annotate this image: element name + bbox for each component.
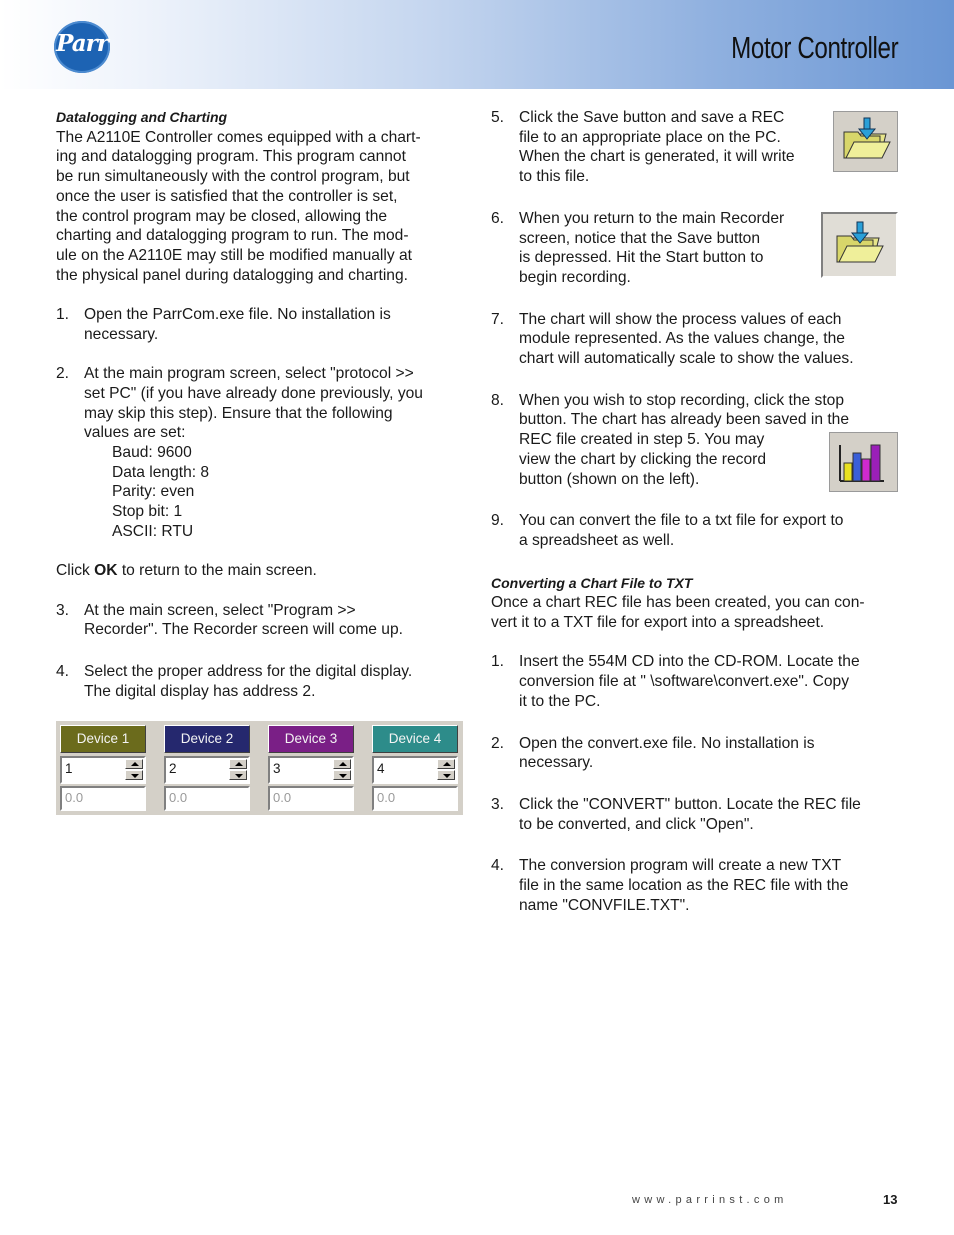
step-line: Click the Save button and save a REC: [519, 109, 785, 126]
save-folder-pressed-icon[interactable]: [821, 212, 898, 278]
step-1: [56, 305, 466, 344]
section-heading-converting: Converting a Chart File to TXT: [491, 574, 693, 591]
step-4: [56, 662, 466, 701]
reading-value: 0.0: [169, 790, 188, 805]
intro-line: be run simultaneously with the control program, but: [56, 168, 410, 186]
spin-down-icon[interactable]: [229, 770, 247, 780]
stepper-value: 3: [273, 761, 281, 776]
step-line: a spreadsheet as well.: [519, 531, 675, 549]
bar-chart-icon[interactable]: [829, 432, 898, 492]
spin-up-icon[interactable]: [125, 759, 143, 769]
spin-up-icon[interactable]: [229, 759, 247, 769]
step-number: 1.: [56, 306, 70, 324]
parr-logo: [54, 21, 110, 73]
step-line: is depressed. Hit the Start button to: [519, 249, 764, 267]
intro-line: Once a chart REC file has been created, you can con-: [491, 594, 865, 612]
step-line: it to the PC.: [519, 692, 601, 710]
step-line: Insert the 554M CD into the CD-ROM. Locate the: [519, 653, 860, 671]
step-line: to this file.: [519, 168, 590, 186]
step-line: The digital display has address 2.: [84, 682, 316, 700]
spin-up-icon[interactable]: [333, 759, 351, 769]
step-number: 7.: [491, 310, 505, 328]
reading-value: 0.0: [65, 790, 84, 805]
intro-line: vert it to a TXT file for export into a spreadsheet.: [491, 614, 825, 632]
intro-line: ing and datalogging program. This program cannot: [56, 148, 406, 166]
setting-parity: Parity: even: [112, 483, 195, 501]
step-line: Select the proper address for the digital display.: [84, 662, 413, 680]
spin-down-icon[interactable]: [437, 770, 455, 780]
step-number: 5.: [491, 109, 505, 126]
device-1-button[interactable]: Device 1: [60, 725, 146, 753]
spin-up-icon[interactable]: [437, 759, 455, 769]
step-line: begin recording.: [519, 268, 631, 286]
device-2-address-stepper[interactable]: [164, 756, 250, 784]
step-line: At the main program screen, select "protocol >>: [84, 365, 414, 383]
reading-value: 0.0: [377, 790, 396, 805]
step-line: At the main screen, select "Program >>: [84, 601, 356, 619]
intro-line: charting and datalogging program to run. The mod-: [56, 227, 409, 245]
step-line: button. The chart has already been saved in the: [519, 411, 850, 429]
intro-line: once the user is satisfied that the controller is set,: [56, 187, 398, 205]
step-number: 4.: [56, 662, 70, 680]
step-line: file to an appropriate place on the PC.: [519, 128, 781, 146]
intro-line: The A2110E Controller comes equipped with a chart-: [56, 128, 421, 146]
step-line: When you return to the main Recorder: [519, 209, 785, 227]
step-line: file in the same location as the REC file with the: [519, 877, 849, 895]
step-number: 8.: [491, 391, 505, 409]
device-4-address-stepper[interactable]: [372, 756, 458, 784]
setting-data-length: Data length: 8: [112, 463, 210, 481]
device-4-reading: [372, 786, 458, 811]
step-7: [491, 310, 901, 369]
step-line: module represented. As the values change, the: [519, 330, 845, 348]
step-line: view the chart by clicking the record: [519, 450, 767, 468]
step-number: 4.: [491, 857, 505, 875]
step-line: to be converted, and click "Open".: [519, 815, 754, 833]
step-line: Click the "CONVERT" button. Locate the REC file: [519, 795, 861, 813]
step-number: 3.: [491, 795, 505, 813]
setting-ascii: ASCII: RTU: [112, 522, 194, 540]
step-3: [56, 601, 466, 640]
device-1-reading: [60, 786, 146, 811]
click-ok-instruction: [56, 561, 466, 581]
ok-emphasis: OK: [94, 562, 118, 580]
intro-line: the physical panel during datalogging and charting.: [56, 266, 408, 284]
device-2-button[interactable]: Device 2: [164, 725, 250, 753]
setting-stop-bit: Stop bit: 1: [112, 503, 183, 521]
spin-down-icon[interactable]: [333, 770, 351, 780]
stepper-value: 1: [65, 761, 73, 776]
device-1-address-stepper[interactable]: [60, 756, 146, 784]
step-line: chart will automatically scale to show the values.: [519, 350, 854, 368]
device-3-reading: [268, 786, 354, 811]
convert-step-4: [491, 856, 901, 915]
intro-paragraph: [56, 128, 466, 286]
step-line: set PC" (if you have already done previously, you: [84, 384, 423, 402]
stepper-value: 2: [169, 761, 177, 776]
step-line: may skip this step). Ensure that the following: [84, 404, 393, 422]
device-2-reading: [164, 786, 250, 811]
step-line: values are set:: [84, 424, 186, 442]
step-line: necessary.: [84, 325, 159, 343]
section-heading-datalogging: Datalogging and Charting: [56, 109, 228, 125]
device-4-button[interactable]: Device 4: [372, 725, 458, 753]
device-3-button[interactable]: Device 3: [268, 725, 354, 753]
step-9: [491, 511, 901, 550]
left-column: [56, 108, 466, 701]
logo-text: Parr: [56, 30, 108, 57]
save-folder-icon[interactable]: [833, 111, 898, 172]
intro-line: the control program may be closed, allowing the: [56, 207, 388, 225]
step-line: screen, notice that the Save button: [519, 229, 760, 247]
step-line: REC file created in step 5. You may: [519, 431, 765, 449]
page-header: [0, 0, 954, 89]
device-3-address-stepper[interactable]: [268, 756, 354, 784]
spin-down-icon[interactable]: [125, 770, 143, 780]
device-panel: [56, 721, 463, 815]
convert-step-1: [491, 652, 901, 711]
step-number: 9.: [491, 512, 505, 530]
text-segment: Click: [56, 562, 95, 580]
step-line: name "CONVFILE.TXT".: [519, 896, 690, 914]
step-2: [56, 364, 466, 443]
step-number: 2.: [56, 365, 70, 383]
step-line: button (shown on the left).: [519, 470, 700, 488]
intro-line: ule on the A2110E may still be modified manually at: [56, 246, 412, 264]
convert-intro: [491, 593, 901, 632]
footer-url: www.parrinst.com: [632, 1194, 788, 1206]
stepper-value: 4: [377, 761, 385, 776]
setting-baud: Baud: 9600: [112, 443, 192, 461]
convert-step-3: [491, 795, 901, 834]
step-line: You can convert the file to a txt file for export to: [519, 512, 844, 530]
text-segment: to return to the main screen.: [117, 562, 317, 580]
step-line: Open the ParrCom.exe file. No installation is: [84, 306, 391, 324]
step-line: conversion file at " \software\convert.exe". Copy: [519, 673, 850, 691]
step-line: The conversion program will create a new TXT: [519, 857, 842, 875]
convert-step-2: [491, 734, 901, 773]
step-number: 2.: [491, 734, 505, 752]
step-line: Open the convert.exe file. No installation is: [519, 734, 815, 752]
reading-value: 0.0: [273, 790, 292, 805]
step-line: necessary.: [519, 754, 594, 772]
step-number: 1.: [491, 653, 505, 671]
step-line: When you wish to stop recording, click the stop: [519, 391, 845, 409]
settings-list: [56, 443, 466, 542]
step-line: When the chart is generated, it will write: [519, 148, 795, 166]
step-line: The chart will show the process values of each: [519, 310, 842, 328]
step-line: Recorder". The Recorder screen will come up.: [84, 621, 403, 639]
step-number: 3.: [56, 601, 70, 619]
page-title: Motor Controller: [730, 30, 898, 65]
page-number: 13: [883, 1192, 898, 1207]
step-number: 6.: [491, 209, 505, 227]
